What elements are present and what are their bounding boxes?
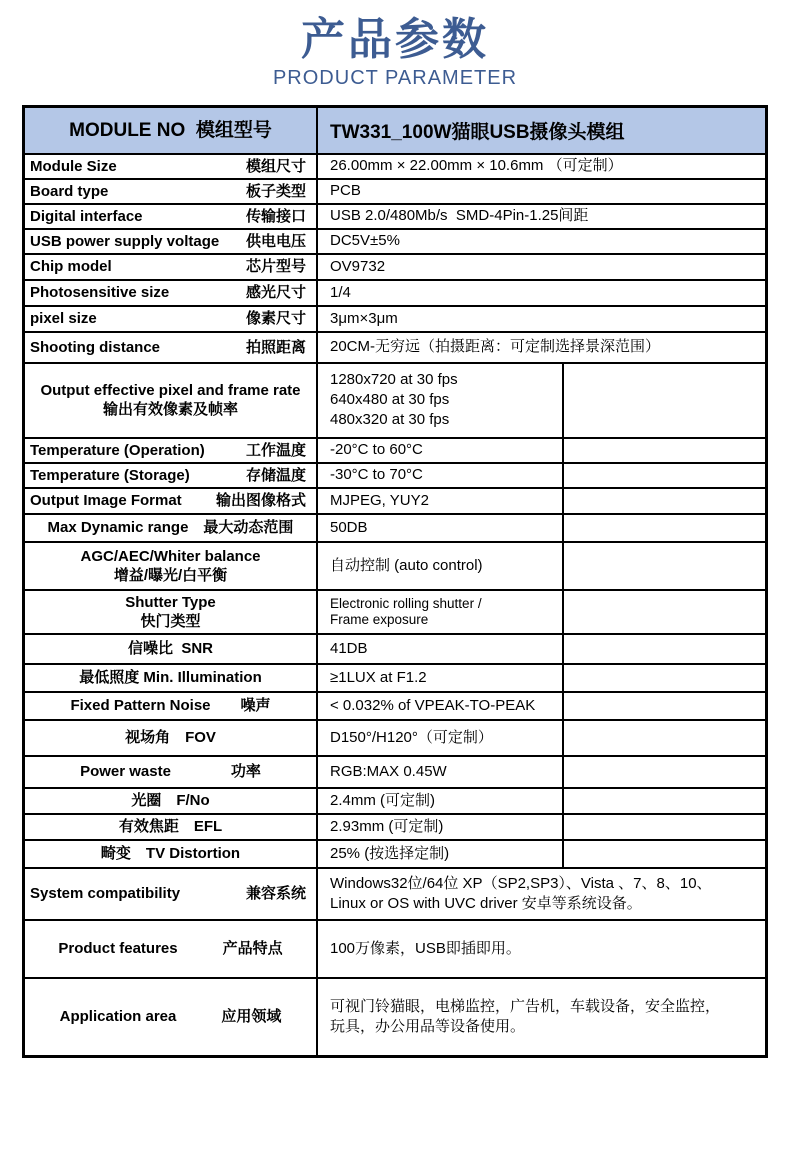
header-module-no-cell [25,108,318,153]
row-value-text: Linux or OS with UVC driver 安卓等系统设备。 [330,894,642,912]
row-value-text: 2.93mm (可定制) [330,817,444,835]
row-label-zh: 像素尺寸 [245,310,306,328]
row-label-cell [25,515,318,541]
row-empty-cell [562,815,765,839]
table-row [25,178,765,203]
row-value-text: PCB [330,182,361,200]
table-row [25,919,765,977]
row-label-text: Shutter Type [125,593,216,611]
row-label-cell [25,693,318,719]
table-row [25,977,765,1055]
table-row [25,589,765,633]
row-value-cell [318,789,562,813]
table-row [25,305,765,331]
row-label-en: Chip model [30,258,112,276]
row-label-cell [25,721,318,755]
table-row [25,839,765,867]
row-value-cell [318,693,562,719]
row-label-zh: 兼容系统 [245,885,306,903]
row-label-cell [25,180,318,203]
row-label-text: Max Dynamic range 最大动态范围 [47,519,294,537]
row-value-text: MJPEG, YUY2 [330,491,429,509]
row-value-cell [318,230,765,253]
row-label-text: 有效焦距 EFL [118,818,223,836]
row-label-zh: 模组尺寸 [245,157,306,175]
row-empty-cell [562,364,765,437]
table-row [25,541,765,589]
row-label-en: Shooting distance [30,338,161,356]
row-label-cell [25,230,318,253]
row-value-cell [318,757,562,787]
table-row [25,279,765,305]
row-value-text: D150°/H120°（可定制） [330,728,493,746]
row-label-zh: 供电电压 [245,232,306,250]
row-value-text: 41DB [330,639,368,657]
row-label-cell [25,815,318,839]
row-value-cell [318,364,562,437]
table-row [25,462,765,487]
row-label-en: Temperature (Storage) [30,466,190,484]
row-label-cell [25,635,318,663]
row-label-text: 光圈 F/No [131,792,210,810]
row-label-cell [25,205,318,228]
row-empty-cell [562,489,765,513]
row-label-en: Digital interface [30,207,143,225]
row-label-en: System compatibility [30,885,181,903]
row-label-cell [25,333,318,362]
page-title: 产品参数 [301,15,489,64]
row-value-text: 1/4 [330,283,351,301]
table-row [25,437,765,462]
row-label-en: Temperature (Operation) [30,441,205,459]
table-row [25,691,765,719]
row-label-zh: 工作温度 [245,441,306,459]
page-subtitle: PRODUCT PARAMETER [272,66,518,89]
table-row [25,719,765,755]
row-empty-cell [562,665,765,691]
row-value-cell [318,635,562,663]
row-value-cell [318,307,765,331]
table-row [25,813,765,839]
row-value-text: OV9732 [330,257,386,275]
row-empty-cell [562,841,765,867]
row-label-text: Power waste 功率 [80,763,261,781]
row-value-text: -20°C to 60°C [330,441,423,459]
row-label-cell [25,543,318,589]
row-label-text: 视场角 FOV [125,729,216,747]
header-module-name-text: TW331_100W猫眼USB摄像头模组 [330,121,625,143]
row-value-cell [318,464,562,487]
row-label-text: Product features 产品特点 [58,940,283,958]
row-label-text: Application area 应用领域 [59,1008,282,1026]
row-value-text: Electronic rolling shutter / [330,595,482,611]
table-row [25,663,765,691]
row-value-text: 25% (按选择定制) [330,844,450,862]
row-label-en: USB power supply voltage [30,232,220,250]
product-parameter-table [22,105,768,1058]
row-value-text: 可视门铃猫眼，电梯监控，广告机，车载设备，安全监控， [330,997,721,1015]
row-label-zh: 板子类型 [245,182,306,200]
row-value-text: 20CM-无穷远（拍摄距离：可定制选择景深范围） [330,338,661,356]
row-label-zh: 传输接口 [245,207,306,225]
row-label-text: 快门类型 [140,612,201,630]
row-empty-cell [562,693,765,719]
row-label-text: 增益/曝光/白平衡 [113,566,228,584]
row-empty-cell [562,721,765,755]
row-value-cell [318,515,562,541]
row-value-cell [318,333,765,362]
table-row [25,787,765,813]
row-value-text: USB 2.0/480Mb/s SMD-4Pin-1.25间距 [330,207,589,225]
row-value-cell [318,255,765,279]
row-label-text: AGC/AEC/Whiter balance [80,547,261,565]
row-value-text: -30°C to 70°C [330,466,423,484]
row-value-cell [318,665,562,691]
row-value-cell [318,815,562,839]
row-value-text: 50DB [330,518,368,536]
row-empty-cell [562,439,765,462]
row-empty-cell [562,515,765,541]
table-row [25,203,765,228]
row-value-text: RGB:MAX 0.45W [330,762,447,780]
row-label-zh: 拍照距离 [245,338,306,356]
row-label-cell [25,921,318,977]
row-value-text: ≥1LUX at F1.2 [330,668,427,686]
row-label-zh: 输出图像格式 [215,492,306,510]
row-value-text: Frame exposure [330,611,429,627]
row-label-en: pixel size [30,310,97,328]
row-label-zh: 感光尺寸 [245,284,306,302]
row-value-cell [318,180,765,203]
row-label-text: 畸变 TV Distortion [100,845,241,863]
row-label-en: Module Size [30,157,117,175]
table-row [25,633,765,663]
row-label-cell [25,439,318,462]
row-value-cell [318,155,765,178]
row-empty-cell [562,543,765,589]
row-label-cell [25,307,318,331]
row-label-cell [25,979,318,1055]
row-value-text: 3μm×3μm [330,309,398,327]
row-label-zh: 芯片型号 [245,258,306,276]
row-label-en: Photosensitive size [30,284,170,302]
row-label-cell [25,665,318,691]
row-value-cell [318,543,562,589]
row-empty-cell [562,464,765,487]
table-row [25,867,765,919]
table-header-row [25,108,765,153]
table-row [25,513,765,541]
row-value-text: 26.00mm × 22.00mm × 10.6mm （可定制） [330,157,623,175]
table-row [25,755,765,787]
row-value-text: Windows32位/64位 XP（SP2,SP3）、Vista 、7、8、10、 [330,874,712,892]
row-label-cell [25,841,318,867]
row-label-cell [25,789,318,813]
row-label-cell [25,155,318,178]
row-label-cell [25,464,318,487]
row-value-cell [318,869,765,919]
row-value-text: 480x320 at 30 fps [330,411,450,429]
row-value-text: 玩具，办公用品等设备使用。 [330,1017,526,1035]
page-header [0,0,790,90]
row-label-text: Output effective pixel and frame rate [40,382,301,400]
row-value-text: 自动控制 (auto control) [330,556,483,574]
row-label-text: 最低照度 Min. Illumination [79,669,262,687]
row-value-text: < 0.032% of VPEAK-TO-PEAK [330,696,536,714]
row-value-text: 640x480 at 30 fps [330,391,450,409]
row-value-cell [318,979,765,1055]
row-value-cell [318,439,562,462]
row-empty-cell [562,591,765,633]
row-label-cell [25,489,318,513]
row-value-cell [318,489,562,513]
table-row [25,487,765,513]
row-value-cell [318,721,562,755]
row-label-zh: 存储温度 [245,466,306,484]
row-label-cell [25,364,318,437]
row-value-text: 100万像素，USB即插即用。 [330,939,521,957]
row-label-cell [25,869,318,919]
header-module-name-cell [318,108,765,153]
row-value-cell [318,921,765,977]
header-module-no-label: MODULE NO 模组型号 [69,119,272,141]
row-label-text: Fixed Pattern Noise 噪声 [70,697,271,715]
table-row [25,253,765,279]
row-label-en: Board type [30,182,109,200]
row-empty-cell [562,757,765,787]
row-label-cell [25,591,318,633]
table-row [25,228,765,253]
row-label-text: 信噪比 SNR [127,640,213,658]
row-label-cell [25,255,318,279]
row-label-cell [25,281,318,305]
row-value-cell [318,205,765,228]
table-row [25,153,765,178]
row-value-cell [318,591,562,633]
table-row [25,362,765,437]
row-empty-cell [562,789,765,813]
row-label-text: 输出有效像素及帧率 [102,401,238,419]
row-value-text: DC5V±5% [330,232,400,250]
row-label-cell [25,757,318,787]
row-value-cell [318,281,765,305]
row-value-text: 1280x720 at 30 fps [330,371,458,389]
row-value-cell [318,841,562,867]
table-row [25,331,765,362]
row-empty-cell [562,635,765,663]
row-value-text: 2.4mm (可定制) [330,791,436,809]
row-label-en: Output Image Format [30,492,182,510]
